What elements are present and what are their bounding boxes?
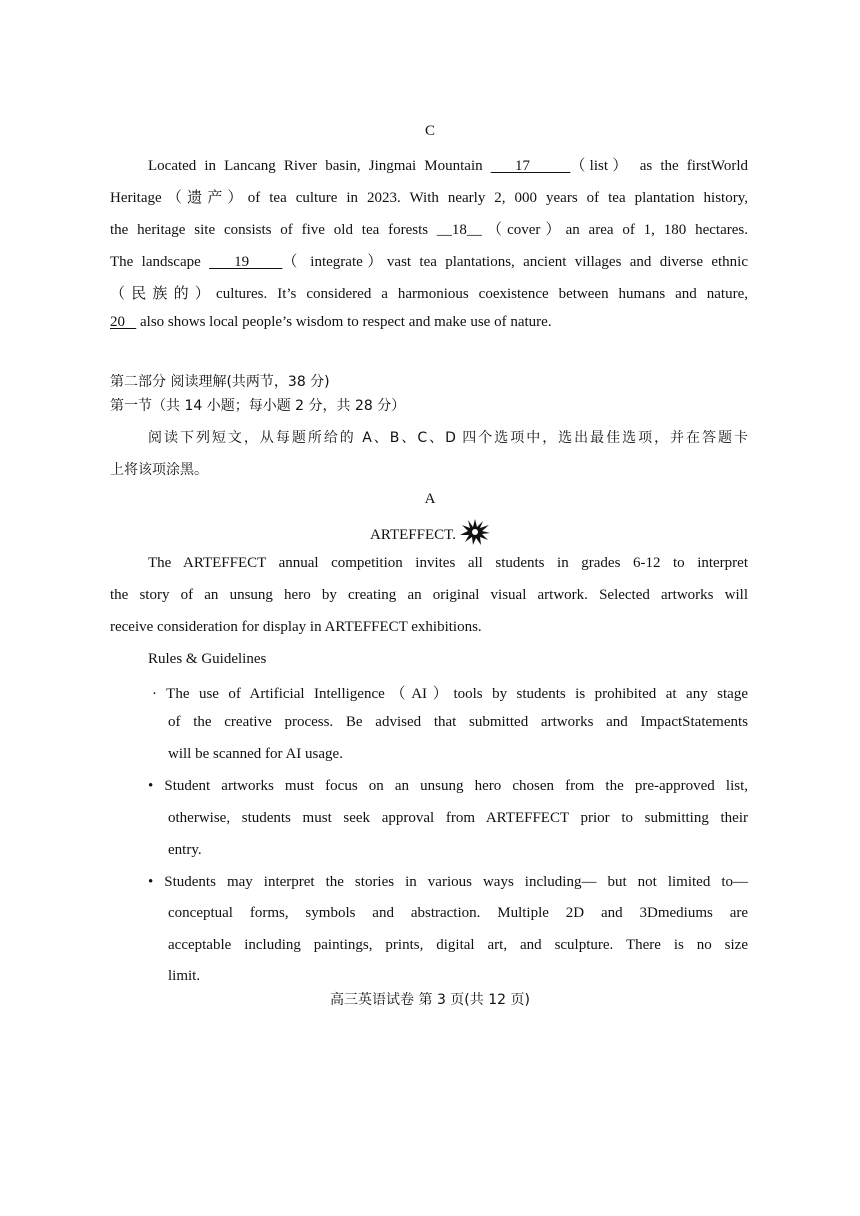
starburst-icon bbox=[460, 519, 490, 545]
passage-c-line-3: the heritage site consists of five old tea forests __18__（cover）an area of 1, 180 hectares. bbox=[110, 222, 748, 238]
bullet-3-line-1: • Students may interpret the stories in various ways including— but not limited to— bbox=[148, 874, 748, 890]
blank-17: 17 bbox=[514, 158, 530, 174]
blank-18: __18__ bbox=[436, 222, 482, 238]
section-a-heading: A bbox=[424, 491, 436, 507]
passage-c-line-2: Heritage（遗产）of tea culture in 2023. With nearly 2, 000 years of tea plantation history, bbox=[110, 190, 748, 206]
bullet-1-line-2: of the creative process. Be advised that submitted artworks and ImpactStatements bbox=[168, 714, 748, 730]
blank-20: 20 bbox=[110, 314, 125, 330]
rules-heading: Rules & Guidelines bbox=[148, 651, 267, 667]
instruction-line-1: 阅读下列短文，从每题所给的 A、B、C、D 四个选项中，选出最佳选项，并在答题卡 bbox=[148, 430, 748, 446]
section1-title: 第一节（共 14 小题；每小题 2 分，共 28 分） bbox=[110, 398, 406, 414]
blank-19: 19 bbox=[234, 254, 250, 270]
bullet-3-line-3: acceptable including paintings, prints, digital art, and sculpture. There is no size bbox=[168, 937, 748, 953]
bullet-1-line-3: will be scanned for AI usage. bbox=[168, 746, 343, 762]
passage-c-line-1: Located in Lancang River basin, Jingmai Mountain 17 （list） as the firstWorld bbox=[148, 158, 749, 174]
section-c-heading: C bbox=[424, 123, 435, 139]
bullet-3-line-2: conceptual forms, symbols and abstraction. Multiple 2D and 3Dmediums are bbox=[168, 905, 748, 921]
part2-title: 第二部分 阅读理解(共两节，38 分) bbox=[110, 374, 330, 390]
intro-line-2: the story of an unsung hero by creating an original visual artwork. Selected artworks will bbox=[110, 587, 748, 603]
passage-c-line-4: The landscape 19 （ integrate）vast tea plantations, ancient villages and diverse ethnic bbox=[110, 254, 749, 270]
bullet-2-line-3: entry. bbox=[168, 842, 202, 858]
instruction-line-2: 上将该项涂黑。 bbox=[110, 462, 208, 478]
bullet-2-line-2: otherwise, students must seek approval from ARTEFFECT prior to submitting their bbox=[168, 810, 748, 826]
page-footer: 高三英语试卷 第 3 页(共 12 页) bbox=[330, 992, 530, 1008]
intro-line-3: receive consideration for display in ARTEFFECT exhibitions. bbox=[110, 619, 482, 635]
bullet-3-line-4: limit. bbox=[168, 968, 201, 984]
passage-c-line-5: （民族的）cultures. It’s considered a harmonious coexistence between humans and nature, bbox=[110, 286, 748, 302]
intro-line-1: The ARTEFFECT annual competition invites all students in grades 6-12 to interpret bbox=[148, 555, 748, 571]
passage-c-line-6: 20 also shows local people’s wisdom to respect and make use of nature. bbox=[110, 314, 552, 330]
arteffect-title: ARTEFFECT. bbox=[0, 519, 860, 545]
bullet-2-line-1: • Student artworks must focus on an unsung hero chosen from the pre-approved list, bbox=[148, 778, 748, 794]
bullet-1-line-1: · The use of Artificial Intelligence（AI）tools by students is prohibited at any stage bbox=[152, 686, 748, 702]
